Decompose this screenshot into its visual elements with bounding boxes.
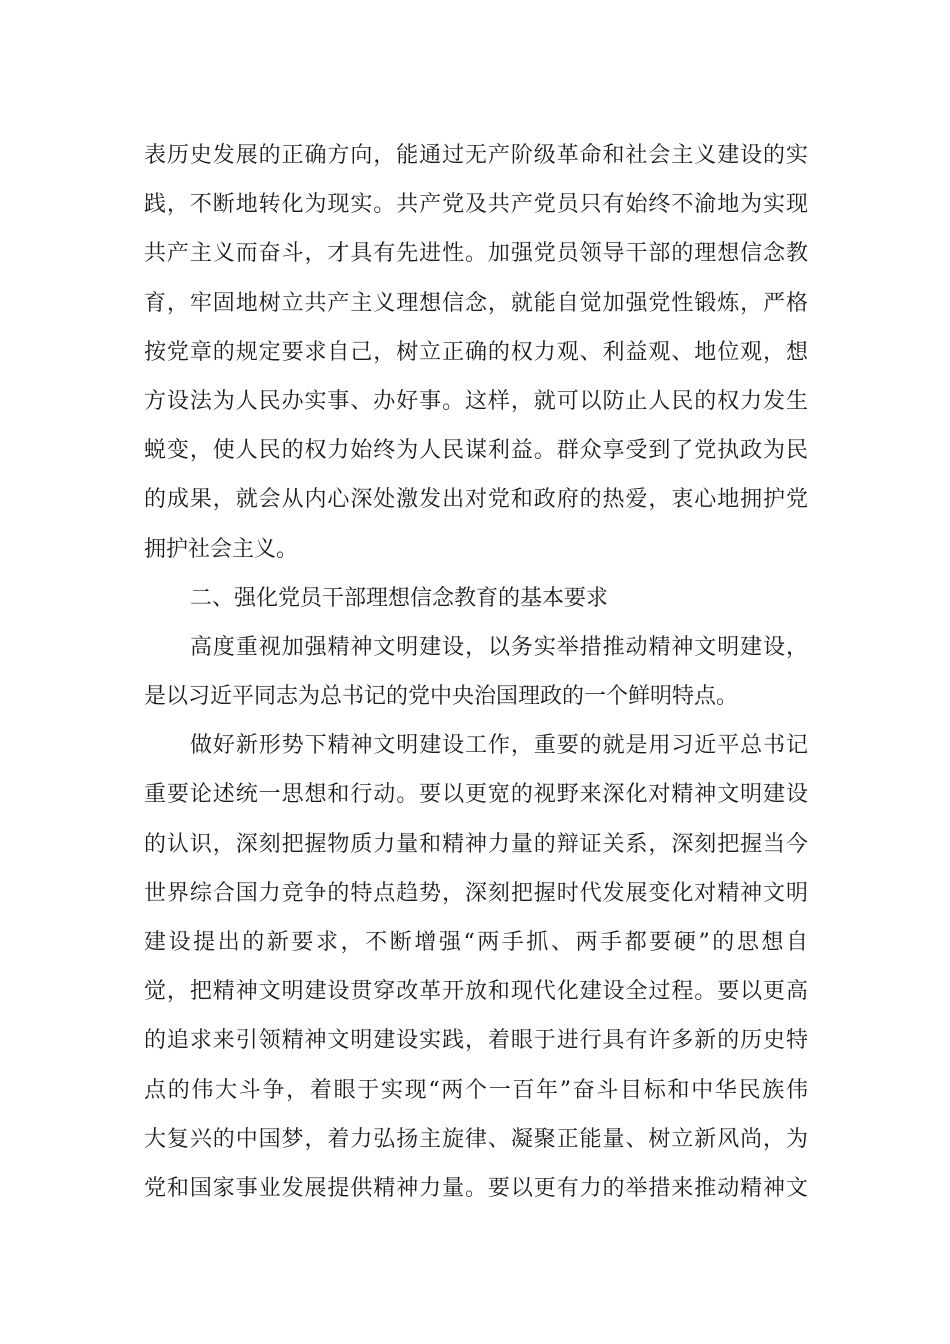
text-line: 是以习近平同志为总书记的党中央治国理政的一个鲜明特点。 — [144, 684, 739, 710]
text-line: 的认识，深刻把握物质力量和精神力量的辩证关系，深刻把握当今 — [144, 831, 808, 857]
text-line: 点的伟大斗争，着眼于实现“两个一百年”奋斗目标和中华民族伟 — [144, 1077, 808, 1103]
text-line: 表历史发展的正确方向，能通过无产阶级革命和社会主义建设的实 — [144, 143, 808, 168]
text-line: 重要论述统一思想和行动。要以更宽的视野来深化对精神文明建设 — [144, 782, 808, 808]
text-line: 育，牢固地树立共产主义理想信念，就能自觉加强党性锻炼，严格 — [144, 290, 808, 316]
text-line: 觉，把精神文明建设贯穿改革开放和现代化建设全过程。要以更高 — [144, 979, 808, 1005]
text-line: 二、强化党员干部理想信念教育的基本要求 — [190, 585, 609, 611]
text-line: 世界综合国力竞争的特点趋势，深刻把握时代发展变化对精神文明 — [144, 880, 808, 906]
document-body — [144, 131, 808, 1213]
text-line: 拥护社会主义。 — [144, 536, 299, 562]
text-line: 高度重视加强精神文明建设，以务实举措推动精神文明建设， — [190, 634, 808, 660]
text-line: 的追求来引领精神文明建设实践，着眼于进行具有许多新的历史特 — [144, 1028, 808, 1054]
text-line: 党和国家事业发展提供精神力量。要以更有力的举措来推动精神文 — [144, 1175, 808, 1201]
text-line: 做好新形势下精神文明建设工作，重要的就是用习近平总书记 — [190, 733, 808, 759]
text-line: 蜕变，使人民的权力始终为人民谋利益。群众享受到了党执政为民 — [144, 438, 808, 464]
text-line: 大复兴的中国梦，着力弘扬主旋律、凝聚正能量、树立新风尚，为 — [144, 1126, 808, 1152]
text-line: 践，不断地转化为现实。共产党及共产党员只有始终不渝地为实现 — [144, 192, 808, 218]
text-line: 建设提出的新要求，不断增强“两手抓、两手都要硬”的思想自 — [144, 930, 808, 955]
text-line: 的成果，就会从内心深处激发出对党和政府的热爱，衷心地拥护党 — [144, 487, 808, 513]
text-line: 共产主义而奋斗，才具有先进性。加强党员领导干部的理想信念教 — [144, 241, 808, 267]
text-line: 按党章的规定要求自己，树立正确的权力观、利益观、地位观，想 — [144, 339, 808, 365]
text-line: 方设法为人民办实事、办好事。这样，就可以防止人民的权力发生 — [144, 388, 808, 414]
